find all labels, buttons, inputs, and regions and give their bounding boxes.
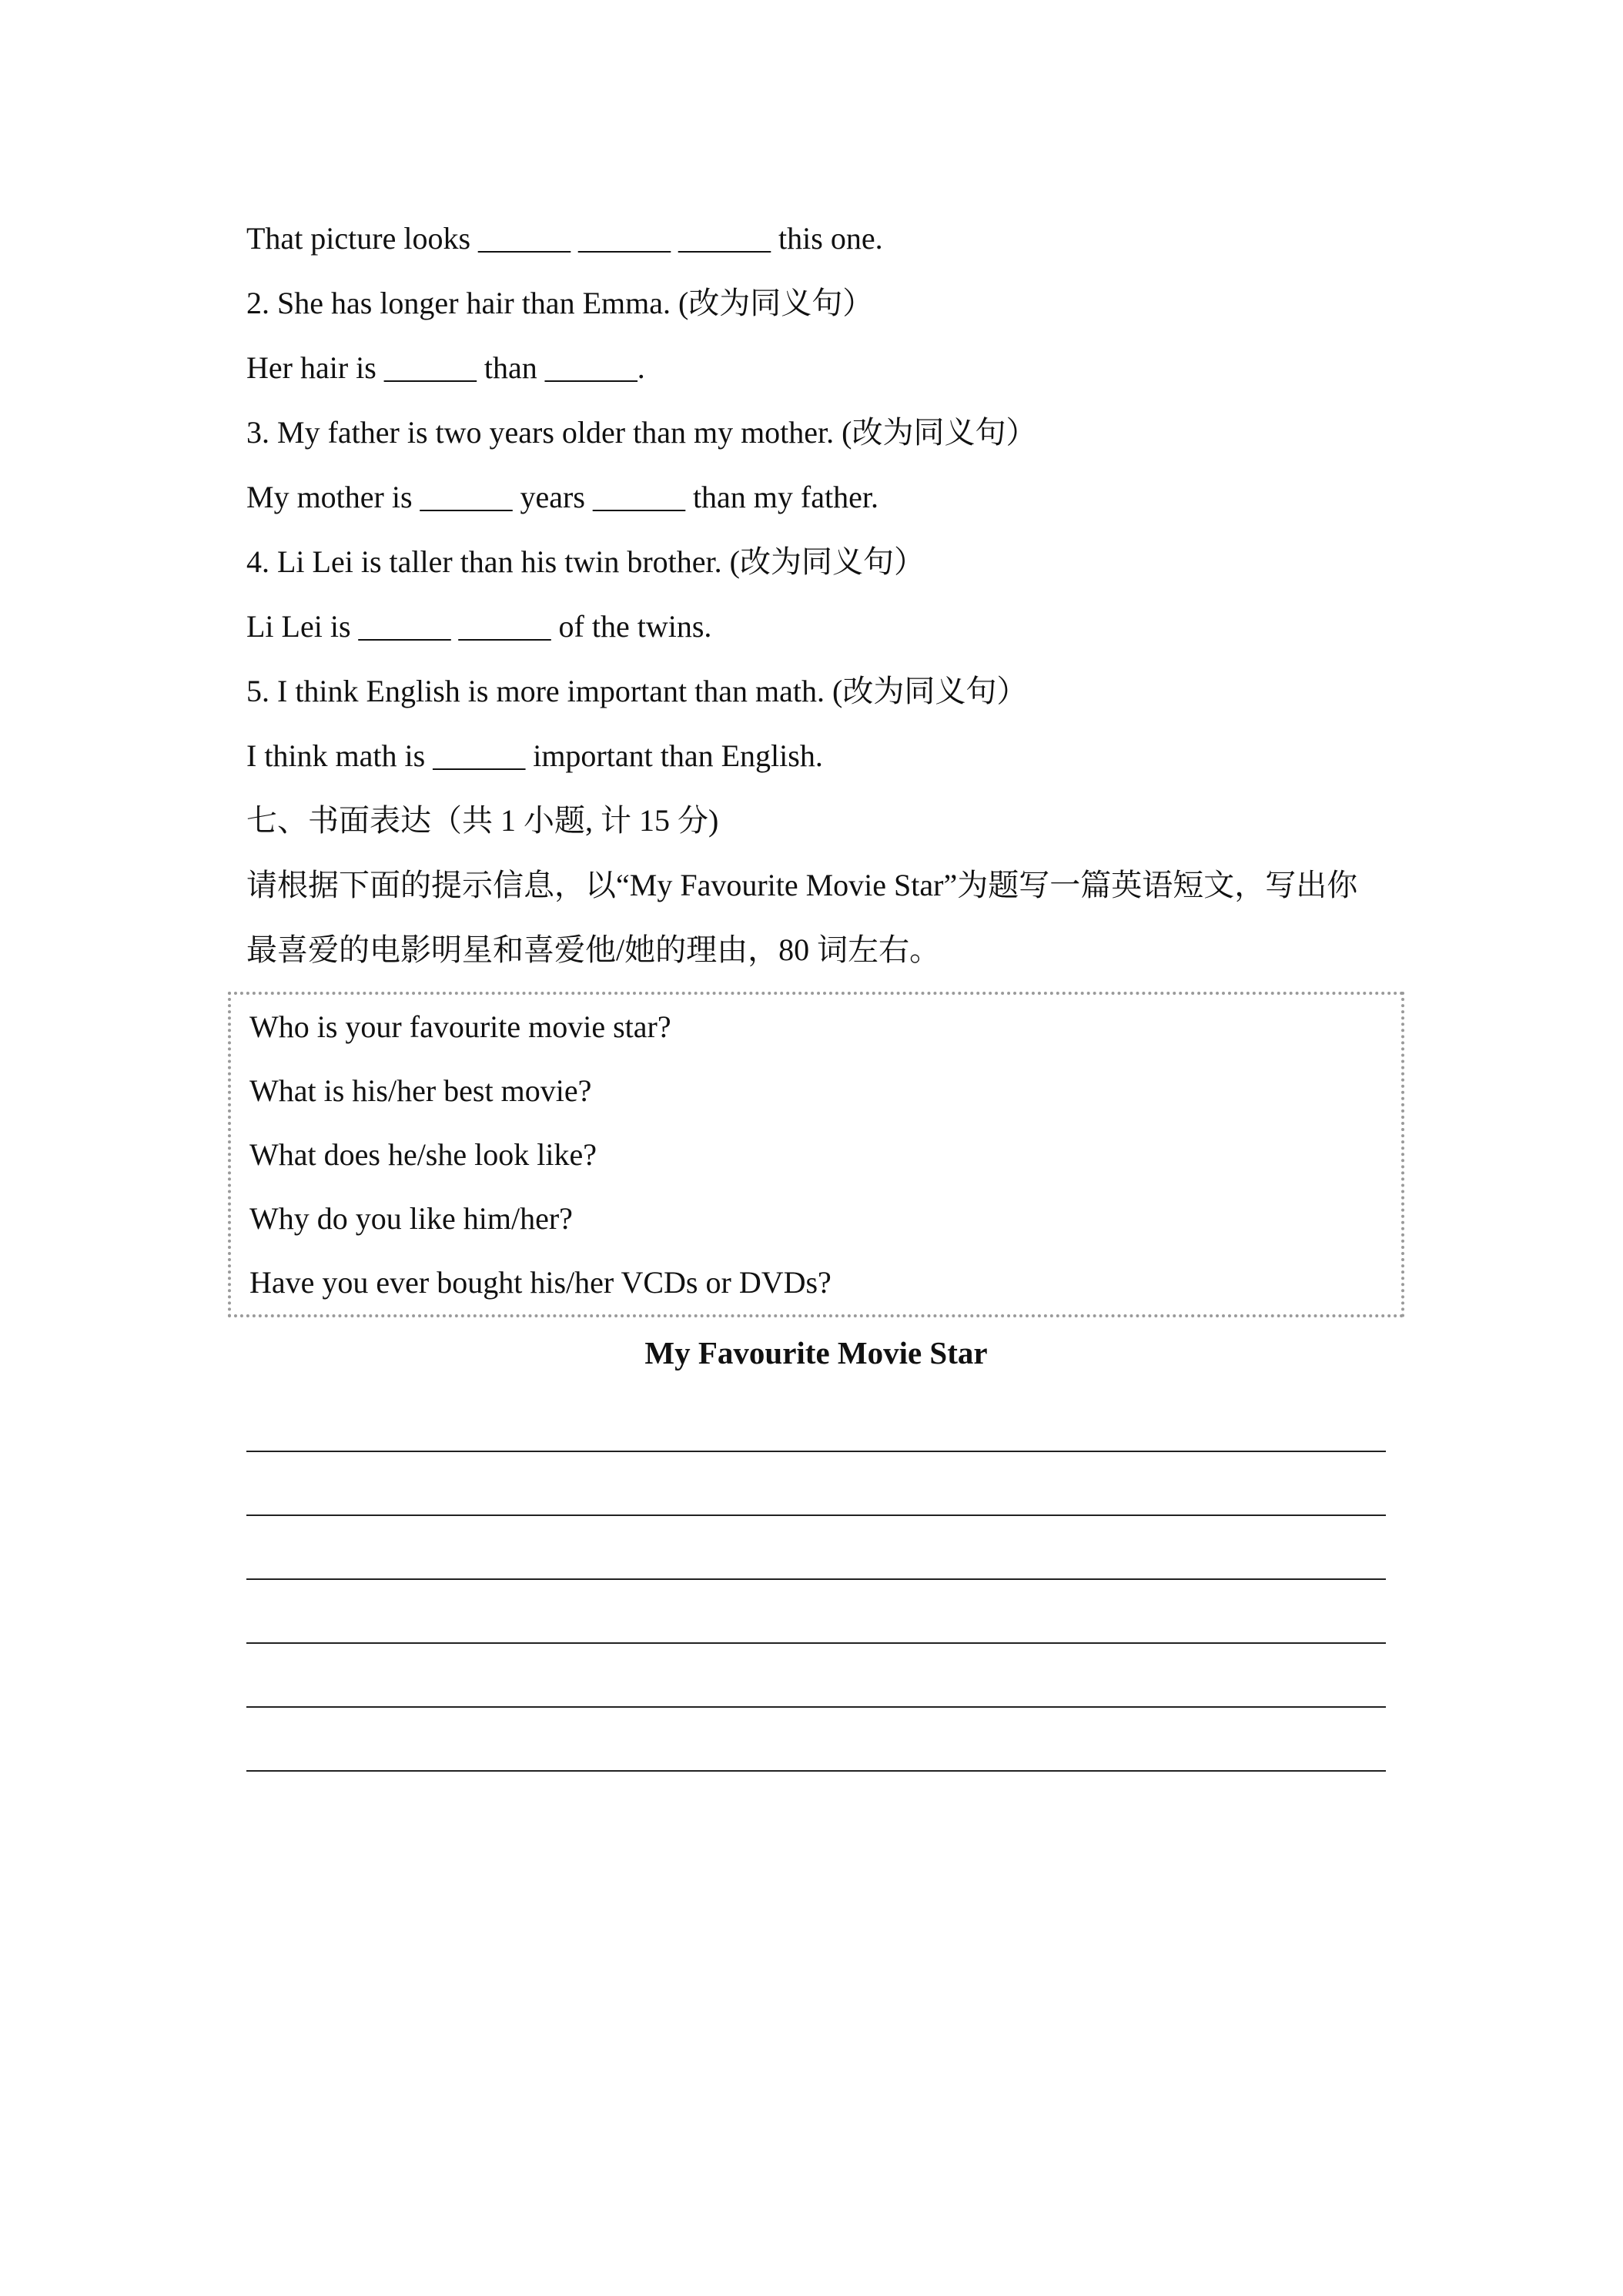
answer-line-3: My mother is ______ years ______ than my father. [246,480,878,514]
answer-writing-line[interactable] [246,1708,1386,1772]
section-heading: 七、书面表达（共 1 小题, 计 15 分) [246,803,719,838]
answer-line-5: I think math is ______ important than English. [246,738,823,773]
hint-item: Who is your favourite movie star? [249,1009,671,1044]
answer-writing-line[interactable] [246,1516,1386,1580]
hint-item: Why do you like him/her? [249,1201,573,1236]
answer-line-4: Li Lei is ______ ______ of the twins. [246,609,712,644]
question-2: 2. She has longer hair than Emma. (改为同义句） [246,286,874,320]
question-3: 3. My father is two years older than my mother. (改为同义句） [246,415,1037,450]
answer-line-2: Her hair is ______ than ______. [246,350,645,385]
question-5: 5. I think English is more important than math. (改为同义句） [246,674,1028,708]
answer-writing-line[interactable] [246,1388,1386,1452]
answer-writing-line[interactable] [246,1644,1386,1708]
rewrite-line-1: That picture looks ______ ______ ______ this one. [246,221,883,256]
worksheet-page [246,206,1386,1772]
writing-section [246,788,1386,1772]
essay-title: My Favourite Movie Star [644,1335,988,1371]
question-4: 4. Li Lei is taller than his twin brother. (改为同义句） [246,544,925,579]
answer-writing-line[interactable] [246,1580,1386,1644]
hint-box [228,992,1404,1317]
writing-instruction: 请根据下面的提示信息，以“My Favourite Movie Star”为题写一篇英语短文，写出你最喜爱的电影明星和喜爱他/她的理由，80 词左右。 [246,868,1358,967]
hint-item: Have you ever bought his/her VCDs or DVDs? [249,1265,832,1300]
rewrite-section [246,206,1386,788]
answer-lines [246,1388,1386,1772]
answer-writing-line[interactable] [246,1452,1386,1516]
hint-item: What is his/her best movie? [249,1073,592,1108]
hint-item: What does he/she look like? [249,1137,597,1172]
